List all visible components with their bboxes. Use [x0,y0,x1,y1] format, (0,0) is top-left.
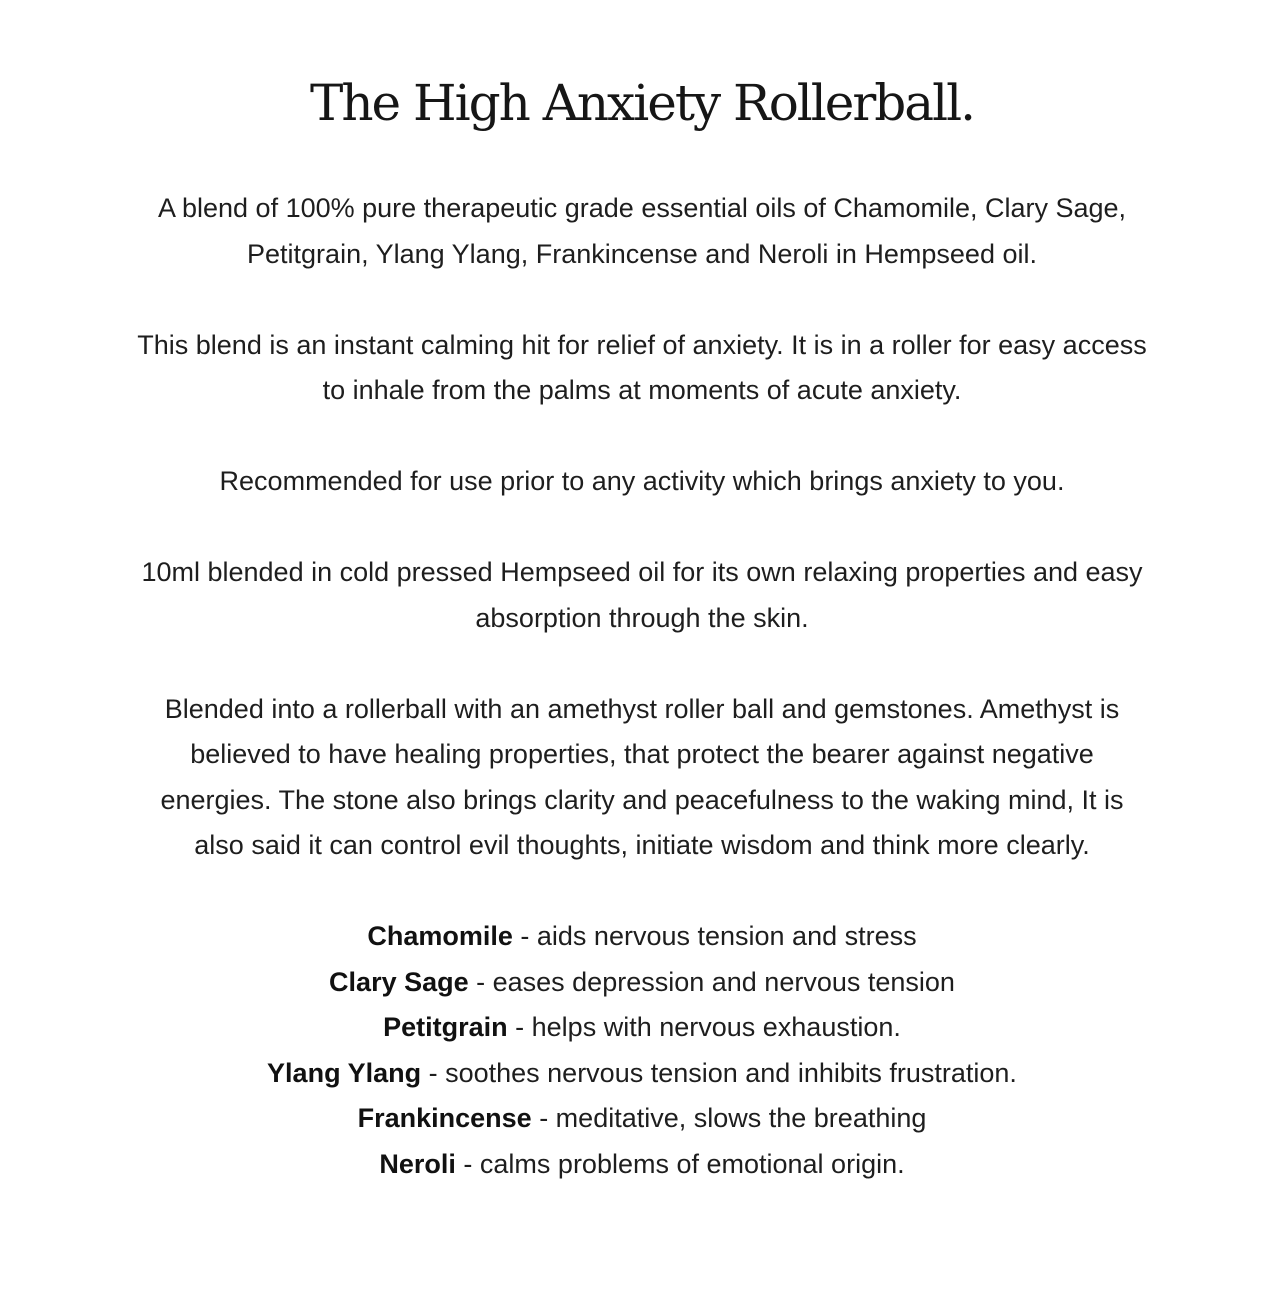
oil-name: Neroli [379,1148,456,1179]
description-content [137,186,1147,1187]
oil-benefits-list [137,914,1147,1187]
oil-item-neroli [137,1142,1147,1188]
paragraph-purpose: This blend is an instant calming hit for relief of anxiety. It is in a roller for easy access to inhale from the palms at moments of acute anxiety. [137,329,1147,405]
oil-item-petitgrain [137,1005,1147,1051]
page-title: The High Anxiety Rollerball. [310,74,974,132]
oil-name: Ylang Ylang [267,1057,422,1088]
paragraph-amethyst: Blended into a rollerball with an amethyst roller ball and gemstones. Amethyst is believed to have healing properties, that protect the bearer against negative energies. The stone also brings clarity and peacefulness to the waking mind, It is also said it can control evil thoughts, initiate wisdom and think more clearly. [160,693,1124,860]
oil-description: - eases depression and nervous tension [468,966,955,997]
oil-item-frankincense [137,1096,1147,1142]
paragraph-ingredients: A blend of 100% pure therapeutic grade essential oils of Chamomile, Clary Sage, Petitgrain, Ylang Ylang, Frankincense and Neroli in Hempseed oil. [157,193,1127,269]
oil-description: - calms problems of emotional origin. [455,1148,905,1179]
oil-name: Frankincense [357,1103,532,1133]
oil-description: - soothes nervous tension and inhibits frustration. [421,1057,1017,1088]
paragraph-volume: 10ml blended in cold pressed Hempseed oil for its own relaxing properties and easy absorption through the skin. [141,557,1143,633]
paragraph-recommendation: Recommended for use prior to any activity which brings anxiety to you. [219,466,1065,496]
oil-description: - helps with nervous exhaustion. [507,1012,901,1042]
oil-item-clary-sage [137,960,1147,1006]
oil-item-ylang-ylang [137,1051,1147,1097]
oil-name: Clary Sage [329,966,469,997]
oil-name: Chamomile [367,921,513,951]
oil-description: - meditative, slows the breathing [531,1103,927,1133]
oil-name: Petitgrain [383,1012,508,1042]
oil-item-chamomile [137,914,1147,960]
oil-description: - aids nervous tension and stress [512,921,917,951]
